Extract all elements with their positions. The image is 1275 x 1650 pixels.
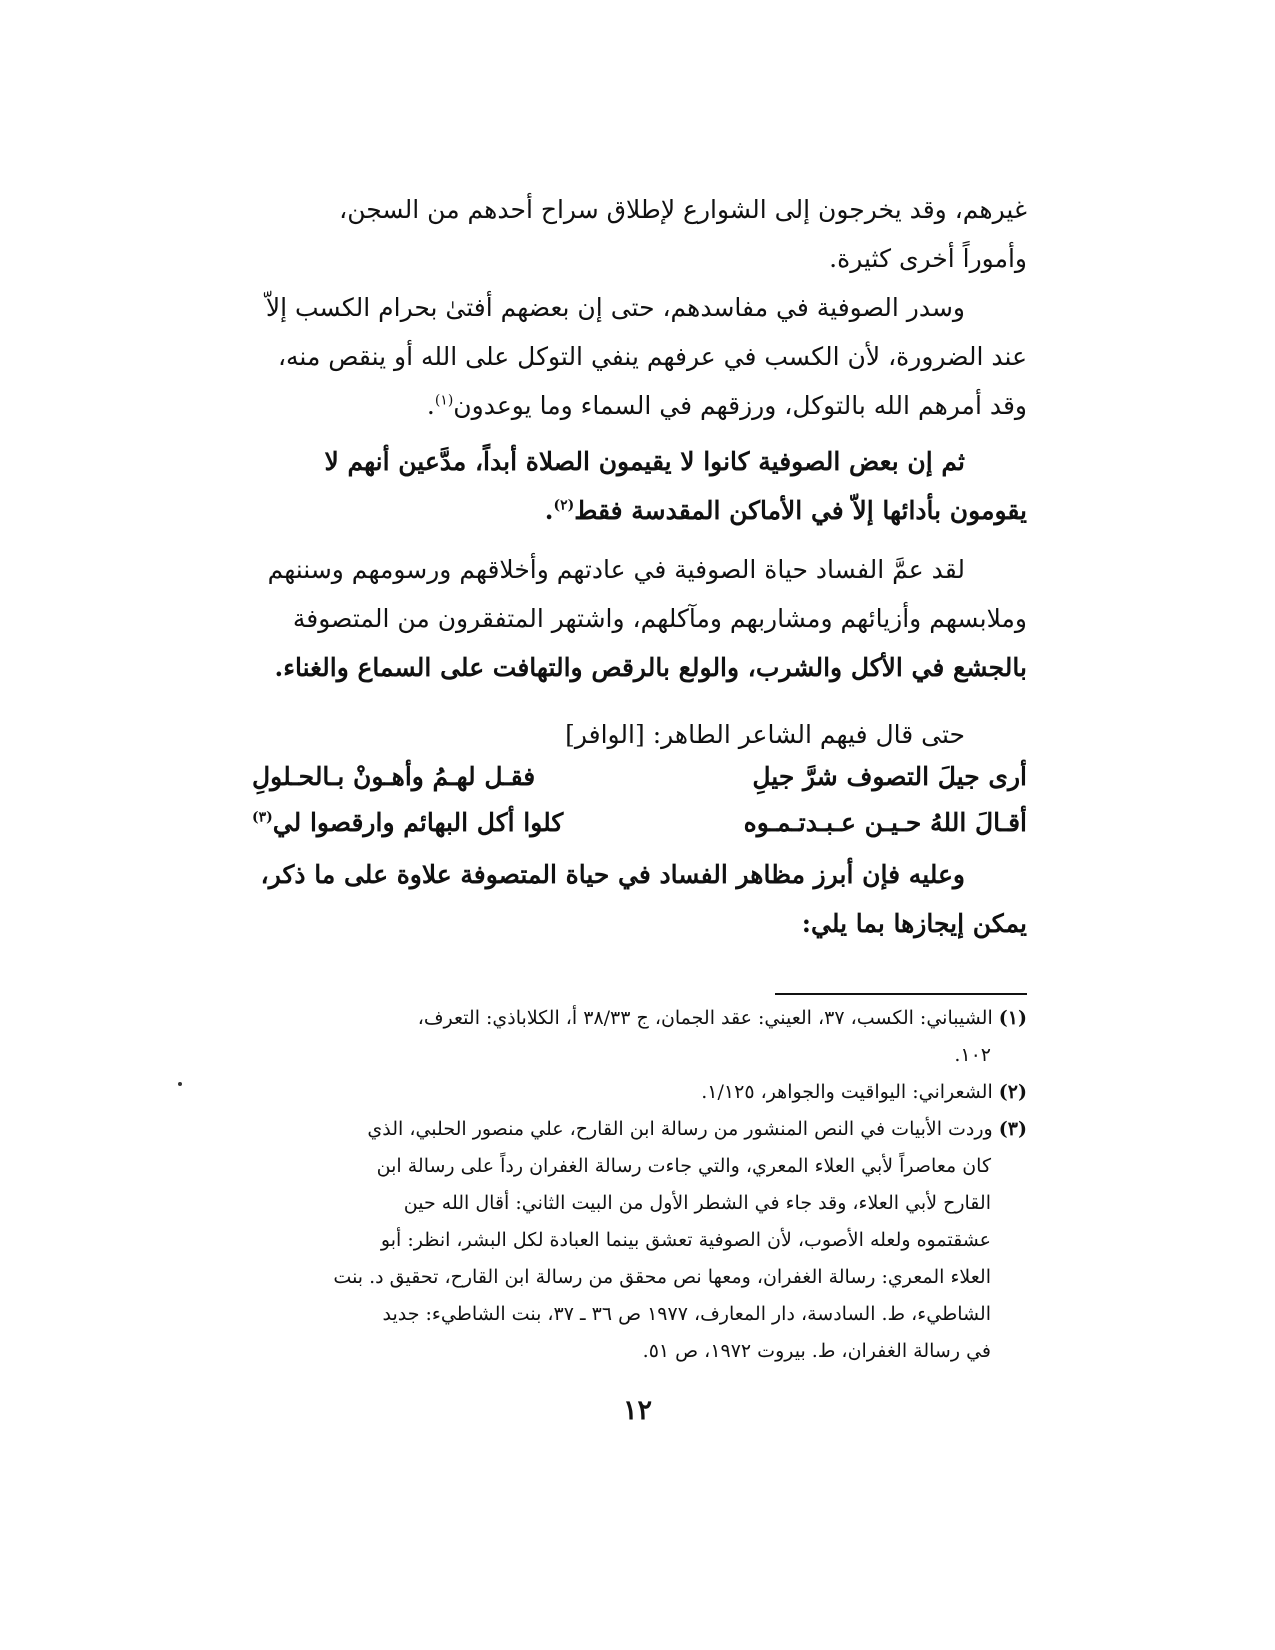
- paragraph-4-line-1: لقد عمَّ الفساد حياة الصوفية في عادتهم وأخلاقهم ورسومهم وسننهم: [267, 555, 965, 584]
- verse-intro: [252, 710, 1027, 759]
- paragraph-3: [252, 437, 1027, 535]
- paragraph-2-line-2: عند الضرورة، لأن الكسب في عرفهم ينفي التوكل على الله أو ينقص منه،: [277, 342, 1027, 371]
- verse-2-second-hemistich: [252, 808, 563, 837]
- footnote-2-line-1: الشعراني: اليواقيت والجواهر، ١/١٢٥.: [701, 1081, 993, 1103]
- paragraph-4-line-2: وملابسهم وأزيائهم ومشاربهم ومآكلهم، واشتهر المتفقرون من المتصوفة: [292, 604, 1027, 633]
- paragraph-3-end-mark: .: [544, 496, 554, 525]
- paragraph-1-line-2: وأموراً أخرى كثيرة.: [829, 244, 1027, 273]
- verse-2-second-text: كلوا أكل البهائم وارقصوا لي: [272, 808, 564, 837]
- footnote-3-line-4: عشقتموه ولعله الأصوب، لأن الصوفية تعشق بينما العبادة لكل البشر، انظر: أبو: [380, 1229, 991, 1251]
- footnote-3-line-7: في رسالة الغفران، ط. بيروت ١٩٧٢، ص ٥١.: [642, 1340, 991, 1362]
- footnote-3-number: (٣): [998, 1118, 1027, 1140]
- footnote-3-line-5: العلاء المعري: رسالة الغفران، ومعها نص محقق من رسالة ابن القارح، تحقيق د. بنت: [333, 1266, 991, 1288]
- paragraph-4-line-3: بالجشع في الأكل والشرب، والولع بالرقص والتهافت على السماع والغناء.: [274, 653, 1027, 682]
- paragraph-4: [252, 545, 1027, 692]
- verse-1-second-hemistich: فقـل لهـمُ وأهـونْ بـالحـلولِ: [252, 762, 536, 791]
- paragraph-2-line-3: [252, 381, 1027, 430]
- verse-2-first-hemistich: أقـالَ اللهُ حـيـن عـبـدتـمـوه: [743, 808, 1027, 837]
- paragraph-3-line-2: [252, 486, 1027, 535]
- footnote-1-line-2: ١٠٢.: [954, 1044, 991, 1066]
- footnote-2-number: (٢): [998, 1081, 1027, 1103]
- footnote-1: [252, 1000, 1027, 1074]
- paragraph-2-line-3-text: وقد أمرهم الله بالتوكل، ورزقهم في السماء وما يوعدون: [453, 391, 1027, 420]
- paragraph-6-line-2: يمكن إيجازها بما يلي:: [801, 909, 1027, 938]
- paragraph-3-line-2-text: يقومون بأدائها إلاّ في الأماكن المقدسة فقط: [574, 496, 1027, 525]
- page-number: ١٢: [622, 1395, 652, 1426]
- paragraph-1-line-1: غيرهم، وقد يخرجون إلى الشوارع لإطلاق سراح أحدهم من السجن،: [339, 195, 1027, 224]
- verse-intro-line: حتى قال فيهم الشاعر الطاهر: [الوافر]: [565, 720, 965, 749]
- footnote-3-line-1: وردت الأبيات في النص المنشور من رسالة ابن القارح، علي منصور الحلبي، الذي: [367, 1118, 993, 1140]
- paragraph-2: [252, 283, 1027, 430]
- paragraph-1: [252, 185, 1027, 283]
- paragraph-3-line-1: ثم إن بعض الصوفية كانوا لا يقيمون الصلاة أبداً، مدَّعين أنهم لا: [324, 447, 965, 476]
- footnote-3-line-3: القارح لأبي العلاء، وقد جاء في الشطر الأول من البيت الثاني: أقال الله حين: [403, 1192, 991, 1214]
- footnote-3-line-6: الشاطيء، ط. السادسة، دار المعارف، ١٩٧٧ ص ٣٦ ـ ٣٧، بنت الشاطيء: جديد: [382, 1303, 991, 1325]
- footnote-3-line-2: كان معاصراً لأبي العلاء المعري، والتي جاءت رسالة الغفران رداً على رسالة ابن: [376, 1155, 991, 1177]
- scan-speck: [178, 1082, 182, 1086]
- verse-line-1: [252, 762, 1027, 802]
- footnote-ref-1: (١): [434, 392, 454, 409]
- footnote-ref-3: (٣): [252, 809, 273, 826]
- footnote-separator: [775, 993, 1027, 995]
- footnote-2: [252, 1074, 1027, 1111]
- footnotes: [252, 1000, 1027, 1370]
- footnote-3: [252, 1111, 1027, 1370]
- paragraph-2-end-mark: .: [426, 391, 435, 420]
- paragraph-6: [252, 850, 1027, 948]
- footnote-1-number: (١): [998, 1007, 1027, 1029]
- paragraph-6-line-1: وعليه فإن أبرز مظاهر الفساد في حياة المتصوفة علاوة على ما ذكر،: [260, 860, 965, 889]
- footnote-1-line-1: الشيباني: الكسب، ٣٧، العيني: عقد الجمان، ج ٣٨/٣٣ أ، الكلاباذي: التعرف،: [417, 1007, 993, 1029]
- footnote-ref-2: (٢): [553, 497, 575, 514]
- verse-1-first-hemistich: أرى جيلَ التصوف شرَّ جيلِ: [752, 762, 1027, 791]
- verse-line-2: [252, 808, 1027, 848]
- paragraph-2-line-1: وسدر الصوفية في مفاسدهم، حتى إن بعضهم أفتىٰ بحرام الكسب إلاّ: [265, 293, 965, 322]
